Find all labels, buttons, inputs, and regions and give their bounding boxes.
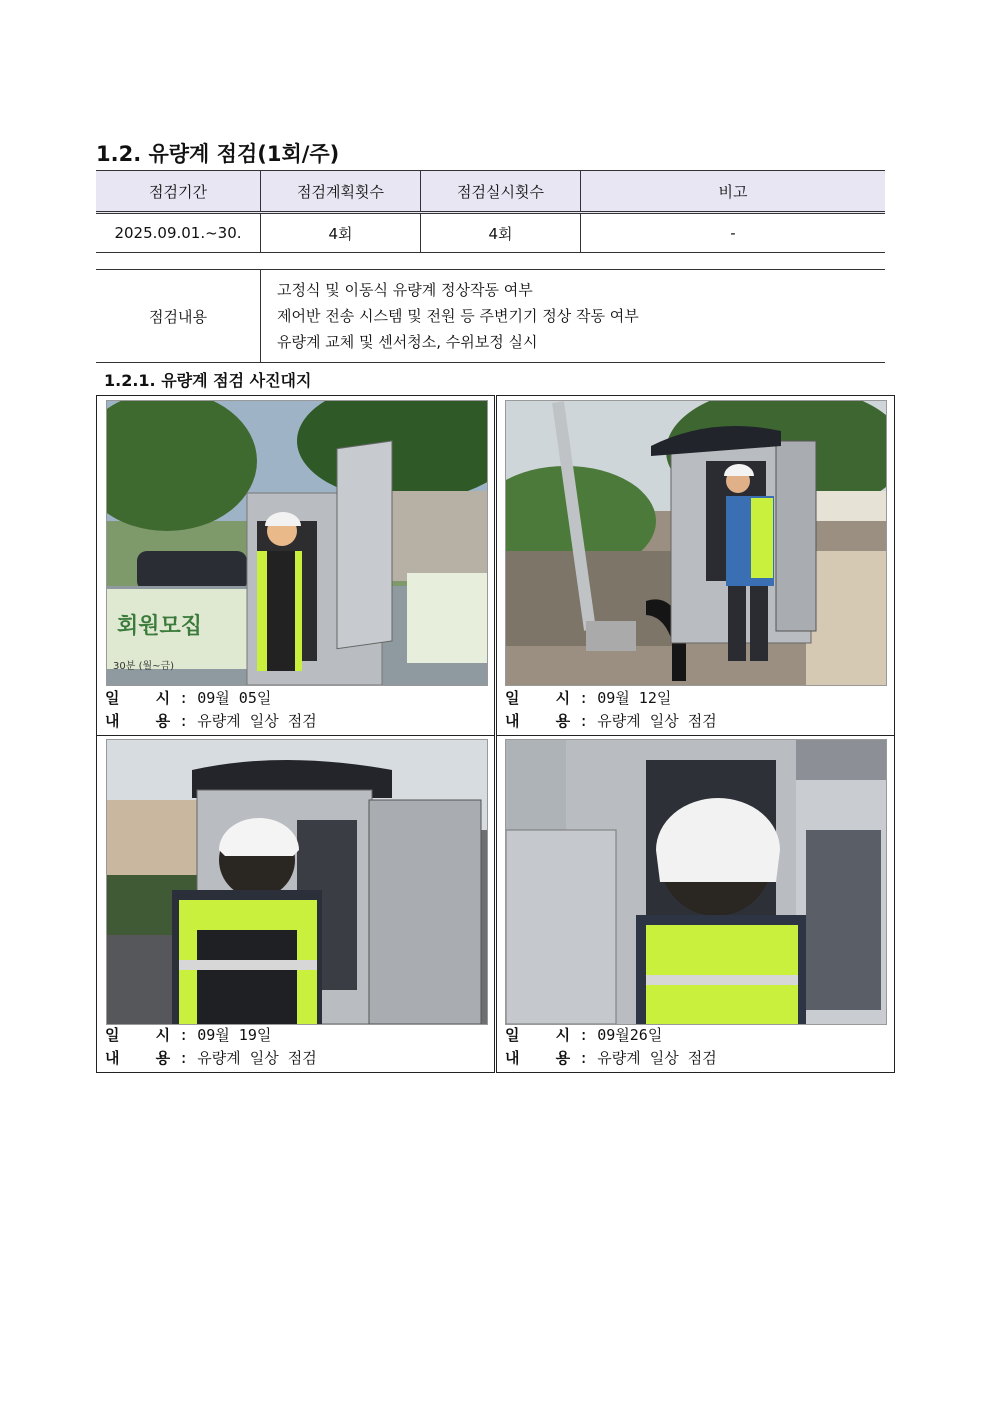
date-value: 09월 19일 — [197, 1026, 272, 1044]
date-label: 일 시 — [105, 1026, 171, 1044]
header-remarks: 비고 — [581, 171, 886, 213]
inspection-photo — [505, 400, 887, 686]
photo-cell — [96, 735, 495, 1073]
content-label: 점검내용 — [96, 270, 261, 363]
photo-grid — [96, 395, 896, 1073]
section-title: 1.2. 유량계 점검(1회/주) — [96, 142, 340, 166]
photo-section-title: 1.2.1. 유량계 점검 사진대지 — [104, 371, 312, 390]
cell-remarks: - — [581, 213, 886, 253]
header-actual-count: 점검실시횟수 — [421, 171, 581, 213]
header-period: 점검기간 — [96, 171, 261, 213]
cell-actual-count: 4회 — [421, 213, 581, 253]
photo-caption: 일 시 : 09월 05일 내 용 : 유량계 일상 점검 — [105, 689, 317, 730]
content-value: 유량계 일상 점검 — [197, 1049, 317, 1067]
content-line: 유량계 교체 및 센서청소, 수위보정 실시 — [277, 333, 538, 351]
photo-illustration — [506, 740, 886, 1024]
photo-cell — [496, 395, 895, 736]
date-label: 일 시 — [505, 1026, 571, 1044]
photo-illustration — [506, 401, 886, 685]
photo-caption: 일 시 : 09월 19일 내 용 : 유량계 일상 점검 — [105, 1026, 317, 1067]
date-value: 09월26일 — [597, 1026, 663, 1044]
content-label: 내 용 — [505, 712, 571, 730]
content-table — [96, 269, 885, 363]
photo-caption: 일 시 : 09월 12일 내 용 : 유량계 일상 점검 — [505, 689, 717, 730]
date-value: 09월 12일 — [597, 689, 672, 707]
content-label: 내 용 — [105, 712, 171, 730]
content-value: 유량계 일상 점검 — [597, 1049, 717, 1067]
sign-text: 30분 (월~금) — [113, 661, 175, 672]
date-label: 일 시 — [105, 689, 171, 707]
content-value: 유량계 일상 점검 — [597, 712, 717, 730]
content-lines — [261, 270, 886, 363]
inspection-photo — [106, 739, 488, 1025]
photo-caption: 일 시 : 09월26일 내 용 : 유량계 일상 점검 — [505, 1026, 717, 1067]
header-planned-count: 점검계획횟수 — [261, 171, 421, 213]
cell-period: 2025.09.01.~30. — [96, 213, 261, 253]
photo-illustration — [107, 740, 487, 1024]
content-value: 유량계 일상 점검 — [197, 712, 317, 730]
photo-cell — [496, 735, 895, 1073]
content-label: 내 용 — [505, 1049, 571, 1067]
photo-cell — [96, 395, 495, 736]
date-label: 일 시 — [505, 689, 571, 707]
content-line: 고정식 및 이동식 유량계 정상작동 여부 — [277, 281, 533, 299]
schedule-table — [96, 170, 885, 253]
sign-text: 회원모집 — [117, 614, 203, 639]
date-value: 09월 05일 — [197, 689, 272, 707]
cell-planned-count: 4회 — [261, 213, 421, 253]
photo-illustration — [107, 401, 487, 685]
inspection-photo — [106, 400, 488, 686]
inspection-photo — [505, 739, 887, 1025]
content-label: 내 용 — [105, 1049, 171, 1067]
content-line: 제어반 전송 시스템 및 전원 등 주변기기 정상 작동 여부 — [277, 307, 639, 325]
